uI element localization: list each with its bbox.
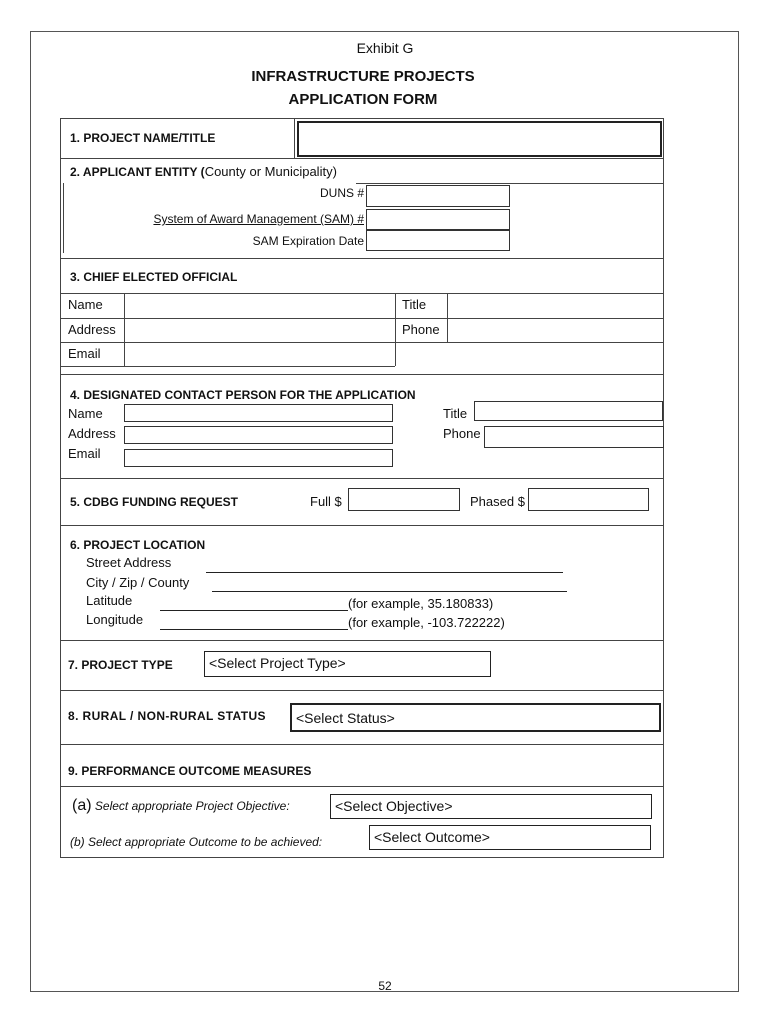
project-location-label: 6. PROJECT LOCATION <box>70 538 206 552</box>
latitude-example: (for example, 35.180833) <box>348 596 494 611</box>
contact-person-label: 4. DESIGNATED CONTACT PERSON FOR THE APPLICATION <box>70 388 416 402</box>
outcome-select[interactable]: <Select Outcome> <box>369 825 651 850</box>
s3-bottom-line <box>60 374 664 375</box>
official-address-label: Address <box>68 322 116 337</box>
funding-full-label: Full $ <box>310 494 342 509</box>
s2-inner-left <box>63 183 64 253</box>
applicant-entity-label <box>70 164 337 180</box>
official-name-input[interactable] <box>125 294 394 317</box>
objective-text: Select appropriate Project Objective: <box>94 799 290 813</box>
form-top-border <box>60 118 664 119</box>
official-phone-input[interactable] <box>448 319 662 341</box>
official-email-label: Email <box>68 346 101 361</box>
s2-top-line <box>356 183 664 184</box>
rural-status-select[interactable]: <Select Status> <box>290 703 661 732</box>
s1-divider <box>294 118 295 158</box>
duns-label: DUNS # <box>319 186 364 200</box>
s8-bottom-line <box>60 744 664 745</box>
applicant-entity-bold: 2. APPLICANT ENTITY ( <box>70 165 205 179</box>
longitude-example: (for example, -103.722222) <box>348 615 505 630</box>
city-zip-county-line[interactable] <box>212 591 567 592</box>
s2-bottom-line <box>60 258 664 259</box>
s6-bottom-line <box>60 640 664 641</box>
page-number: 52 <box>378 979 392 993</box>
objective-row <box>72 798 290 814</box>
contact-phone-input[interactable] <box>484 426 664 448</box>
contact-title-input[interactable] <box>474 401 663 421</box>
exhibit-label: Exhibit G <box>356 40 414 56</box>
s5-bottom-line <box>60 525 664 526</box>
project-type-label: 7. PROJECT TYPE <box>68 658 173 672</box>
project-name-input[interactable] <box>297 121 662 157</box>
project-type-select[interactable]: <Select Project Type> <box>204 651 491 677</box>
objective-select[interactable]: <Select Objective> <box>330 794 652 819</box>
form-bottom-border <box>60 857 664 858</box>
sam-label: System of Award Management (SAM) # <box>153 212 364 226</box>
official-address-input[interactable] <box>125 319 394 341</box>
contact-name-input[interactable] <box>124 404 393 422</box>
official-title-label: Title <box>402 297 427 312</box>
funding-phased-label: Phased $ <box>470 494 525 509</box>
latitude-label: Latitude <box>86 593 133 608</box>
latitude-line[interactable] <box>160 610 348 611</box>
contact-phone-label: Phone <box>443 426 481 441</box>
s9-header-line <box>60 786 664 787</box>
sam-expiration-input[interactable] <box>366 230 510 251</box>
form-right-border <box>663 118 664 858</box>
s3-col2 <box>395 293 396 366</box>
s4-bottom-line <box>60 478 664 479</box>
funding-phased-input[interactable] <box>528 488 649 511</box>
street-address-label: Street Address <box>86 555 172 570</box>
sam-input[interactable] <box>366 209 510 230</box>
official-email-input[interactable] <box>125 343 394 365</box>
funding-full-input[interactable] <box>348 488 460 511</box>
contact-email-input[interactable] <box>124 449 393 467</box>
contact-address-label: Address <box>68 426 116 441</box>
project-name-label: 1. PROJECT NAME/TITLE <box>70 131 216 145</box>
performance-measures-label: 9. PERFORMANCE OUTCOME MEASURES <box>68 764 312 778</box>
city-zip-county-label: City / Zip / County <box>86 575 190 590</box>
form-left-border <box>60 118 61 858</box>
form-title-line1: INFRASTRUCTURE PROJECTS <box>251 68 475 85</box>
official-title-input[interactable] <box>448 294 662 317</box>
s7-bottom-line <box>60 690 664 691</box>
form-title-line2: APPLICATION FORM <box>288 91 438 108</box>
longitude-line[interactable] <box>160 629 348 630</box>
duns-input[interactable] <box>366 185 510 207</box>
s1-bottom-line <box>60 158 664 159</box>
contact-address-input[interactable] <box>124 426 393 444</box>
objective-prefix: (a) <box>72 797 92 814</box>
street-address-line[interactable] <box>206 572 563 573</box>
chief-official-label: 3. CHIEF ELECTED OFFICIAL <box>70 270 238 284</box>
official-phone-label: Phone <box>402 322 440 337</box>
funding-request-label: 5. CDBG FUNDING REQUEST <box>70 495 239 509</box>
official-name-label: Name <box>68 297 103 312</box>
applicant-entity-rest: County or Municipality) <box>204 164 337 179</box>
contact-name-label: Name <box>68 406 103 421</box>
rural-status-label: 8. RURAL / NON-RURAL STATUS <box>68 709 266 723</box>
sam-expiration-label: SAM Expiration Date <box>252 234 364 248</box>
contact-email-label: Email <box>68 446 101 461</box>
longitude-label: Longitude <box>86 612 144 627</box>
s3-row3-bottom <box>60 366 395 367</box>
contact-title-label: Title <box>443 406 468 421</box>
outcome-text: (b) Select appropriate Outcome to be achieved: <box>70 835 323 849</box>
